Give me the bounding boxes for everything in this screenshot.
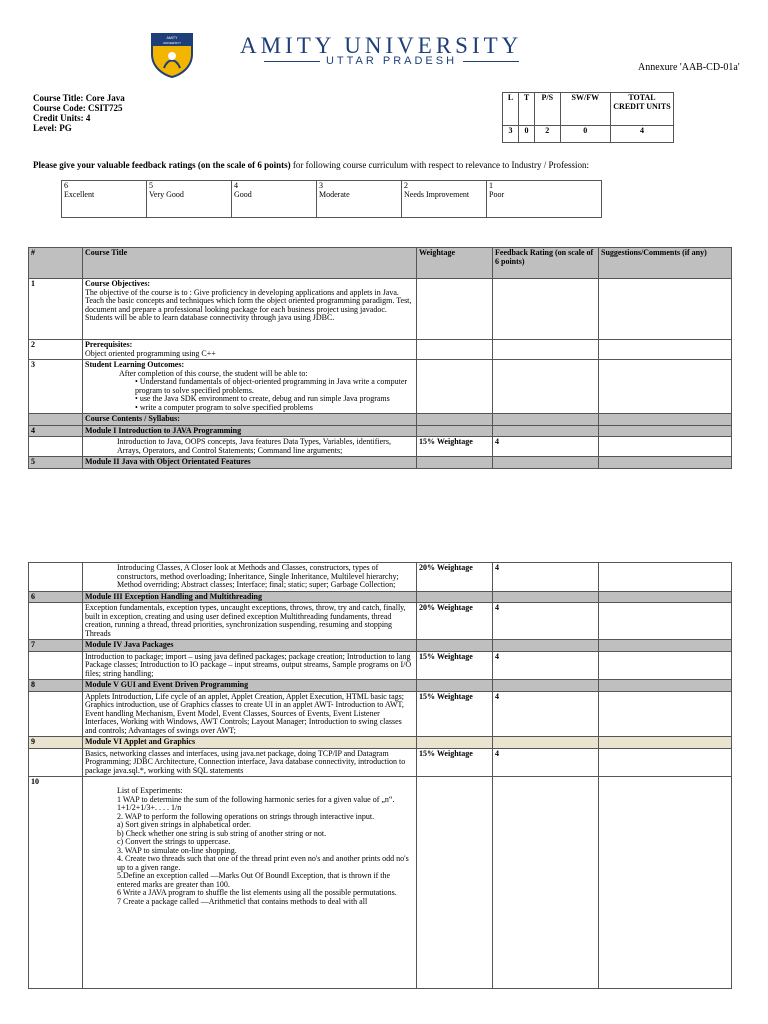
bullet-item: • use the Java SDK environment to create, debug and run simple Java programs [135, 394, 390, 403]
table-row [29, 340, 732, 360]
credit-units: Credit Units: 4 [33, 113, 91, 123]
col-number: # [29, 248, 83, 279]
module-row [29, 591, 732, 603]
section-title: Course Contents / Syllabus: [83, 414, 417, 426]
row-number: 7 [29, 640, 83, 652]
comment-cell [599, 640, 732, 652]
bullet-text: write a computer program to solve specified problems [139, 402, 313, 412]
weightage-cell [417, 340, 493, 360]
scale-label: Good [234, 189, 252, 199]
table-row [29, 603, 732, 640]
rating-cell: 4 [493, 563, 599, 592]
row-number [29, 437, 83, 457]
experiment-line: c) Convert the strings to uppercase. [117, 837, 231, 846]
table-row [29, 563, 732, 592]
experiment-line: b) Check whether one string is sub string of another string or not. [117, 828, 327, 838]
module-title: Module V GUI and Event Driven Programming [83, 680, 417, 692]
module-title: Module II Java with Object Orientated Features [83, 457, 417, 469]
table-row [29, 279, 732, 340]
scale-number: 4 [234, 181, 238, 190]
row-number [29, 651, 83, 680]
scale-label: Very Good [149, 189, 184, 199]
experiment-line: 5.Define an exception called ―Marks Out Of Bound‖ Exception, that is thrown if the entered marks are greater than 100. [117, 871, 391, 889]
row-text: The objective of the course is to : Give proficiency in developing applications and applets in Java. Teach the basic concepts and techniques which form the object oriented programming paradigm. Test, document and prepare a professional looking package for each business project using javadoc. Students will be able to learn database connectivity through java using JDBC. [85, 287, 412, 322]
rating-cell [493, 279, 599, 340]
curriculum-table-continued [28, 562, 732, 989]
rating-cell: 4 [493, 603, 599, 640]
table-row [29, 651, 732, 680]
bullet-text: use the Java SDK environment to create, debug and run simple Java programs [139, 394, 390, 403]
scale-number: 3 [319, 181, 323, 190]
row-number [29, 691, 83, 737]
weightage-cell [417, 425, 493, 437]
rating-cell [493, 425, 599, 437]
experiment-line: 3. WAP to simulate on-line shopping. [117, 845, 237, 855]
comment-cell [599, 737, 732, 749]
row-content [83, 279, 417, 340]
comment-cell [599, 563, 732, 592]
row-number: 8 [29, 680, 83, 692]
row-title: Course Objectives: [85, 279, 151, 288]
weightage-cell [417, 457, 493, 469]
l-value: 3 [503, 126, 519, 143]
scale-label: Poor [489, 189, 505, 199]
rating-cell [493, 640, 599, 652]
module-row [29, 457, 732, 469]
scale-number: 5 [149, 181, 153, 190]
weightage-cell [417, 680, 493, 692]
experiment-line: 6 Write a JAVA program to shuffle the list elements using all the possible permutations. [117, 888, 397, 897]
section-row [29, 414, 732, 426]
rating-cell [493, 340, 599, 360]
row-title: Student Learning Outcomes: [85, 360, 185, 369]
scale-label: Needs Improvement [404, 189, 470, 199]
amity-logo-icon [150, 32, 194, 78]
row-content [83, 340, 417, 360]
table-row [29, 777, 732, 989]
scale-cell [232, 181, 317, 218]
comment-cell [599, 414, 732, 426]
experiments-list [83, 777, 417, 989]
svg-text:AMITY: AMITY [166, 36, 178, 40]
scale-number: 2 [404, 181, 408, 190]
row-number: 5 [29, 457, 83, 469]
comment-cell [599, 680, 732, 692]
course-code: Course Code: CSIT725 [33, 103, 123, 113]
module-row [29, 737, 732, 749]
row-number: 3 [29, 360, 83, 414]
rating-cell [493, 737, 599, 749]
experiment-line: 1+1/2+1/3+. . . . 1/n [117, 803, 182, 812]
scale-number: 6 [64, 181, 68, 190]
total-header: TOTAL CREDIT UNITS [611, 93, 674, 126]
credit-table-header [503, 93, 674, 126]
credit-table-values [503, 126, 674, 143]
row-text: After completion of this course, the student will be able to: [119, 368, 308, 378]
module-text: Introducing Classes, A Closer look at Methods and Classes, constructors, types of constructors, method overloading; Inheritance, Single Inheritance, Multilevel hierarchy; Method overriding; Abstract classes; Interface; final; static; super; Garbage Collection; [83, 563, 417, 592]
col-suggestions: Suggestions/Comments (if any) [599, 248, 732, 279]
scale-cell [487, 181, 602, 218]
row-number: 10 [29, 777, 83, 989]
module-text: Introduction to Java, OOPS concepts, Java features Data Types, Variables, identifiers, Arrays, Operators, and Control Statements; Command line arguments; [83, 437, 417, 457]
weightage-cell [417, 279, 493, 340]
row-number: 4 [29, 425, 83, 437]
weightage-cell: 20% Weightage [417, 563, 493, 592]
rating-cell [493, 591, 599, 603]
prompt-bold: Please give your valuable feedback ratings (on the scale of 6 points) [33, 160, 291, 170]
row-title: Prerequisites: [85, 340, 133, 349]
curriculum-table [28, 247, 732, 469]
experiment-line: 7 Create a package called ―Arithmetic‖ that contains methods to deal with all [117, 896, 368, 906]
col-weightage: Weightage [417, 248, 493, 279]
weightage-cell: 15% Weightage [417, 691, 493, 737]
rating-cell: 4 [493, 748, 599, 777]
experiment-line: a) Sort given strings in alphabetical order. [117, 820, 251, 829]
module-title: Module VI Applet and Graphics [83, 737, 417, 749]
svg-text:UNIVERSITY: UNIVERSITY [162, 41, 182, 45]
comment-cell [599, 603, 732, 640]
weightage-cell [417, 591, 493, 603]
scale-label: Excellent [64, 189, 95, 199]
bullet-text: Understand fundamentals of object-oriented programming in Java write a computer program to solve specified problems. [135, 377, 408, 395]
weightage-cell: 15% Weightage [417, 748, 493, 777]
row-number: 1 [29, 279, 83, 340]
row-number [29, 414, 83, 426]
rating-cell [493, 414, 599, 426]
module-text: Introduction to package; import – using java defined packages; package creation; Introduction to lang Package classes; Introduction to IO package – input streams, output streams, Sample programs on I/O files; string handling; [83, 651, 417, 680]
row-number [29, 603, 83, 640]
comment-cell [599, 748, 732, 777]
comment-cell [599, 777, 732, 989]
comment-cell [599, 279, 732, 340]
module-title: Module IV Java Packages [83, 640, 417, 652]
t-header: T [519, 93, 535, 126]
module-title: Module I Introduction to JAVA Programming [83, 425, 417, 437]
ps-value: 2 [535, 126, 561, 143]
rating-cell: 4 [493, 691, 599, 737]
row-text: Object oriented programming using C++ [85, 348, 216, 358]
rating-cell: 4 [493, 651, 599, 680]
table-row [29, 691, 732, 737]
row-number: 2 [29, 340, 83, 360]
experiment-line: 1 WAP to determine the sum of the following harmonic series for a given value of „n‟. [117, 794, 395, 804]
comment-cell [599, 691, 732, 737]
scale-cell [147, 181, 232, 218]
comment-cell [599, 591, 732, 603]
row-content [83, 360, 417, 414]
scale-cell [62, 181, 147, 218]
table-row [29, 437, 732, 457]
bullet-item: • Understand fundamentals of object-oriented programming in Java write a computer program to solve specified problems. [135, 377, 408, 395]
module-title: Module III Exception Handling and Multithreading [83, 591, 417, 603]
table-header [29, 248, 732, 279]
scale-row [62, 181, 602, 218]
swfw-header: SW/FW [560, 93, 610, 126]
rating-cell: 4 [493, 437, 599, 457]
annexure-label: Annexure 'AAB-CD-01a' [638, 62, 740, 73]
rating-cell [493, 777, 599, 989]
row-number: 9 [29, 737, 83, 749]
credit-table [502, 92, 674, 143]
module-row [29, 640, 732, 652]
module-text: Basics, networking classes and interfaces, using java.net package, doing TCP/IP and Datagram Programming; JDBC Architecture, Connection interface, Java database connectivity, introduction to package java.sql.*, working with SQL statements [83, 748, 417, 777]
row-number [29, 563, 83, 592]
row-number [29, 748, 83, 777]
scale-number: 1 [489, 181, 493, 190]
row-number: 6 [29, 591, 83, 603]
table-row [29, 360, 732, 414]
comment-cell [599, 437, 732, 457]
weightage-cell: 20% Weightage [417, 603, 493, 640]
experiment-line: 4. Create two threads such that one of the thread print even no's and another prints odd no's up to a given range. [117, 854, 409, 872]
ps-header: P/S [535, 93, 561, 126]
weightage-cell [417, 737, 493, 749]
table-row [29, 748, 732, 777]
comment-cell [599, 340, 732, 360]
col-feedback-rating: Feedback Rating (on scale of 6 points) [493, 248, 599, 279]
scale-label: Moderate [319, 189, 350, 199]
course-meta [33, 93, 125, 133]
comment-cell [599, 651, 732, 680]
course-title: Course Title: Core Java [33, 93, 125, 103]
module-text: Applets Introduction, Life cycle of an applet, Applet Creation, Applet Execution, HTML basic tags; Graphics introduction, use of Graphics classes to create UI in an applet AWT- Introduction to AWT, Event handling Mechanism, Event Model, Event Classes, Sources of Events, Event Listener Interfaces, Working with Windows, AWT Controls; Layout Manager; Introduction to swing classes and controls; Advantages of swings over AWT; [83, 691, 417, 737]
l-header: L [503, 93, 519, 126]
col-course-title: Course Title [83, 248, 417, 279]
swfw-value: 0 [560, 126, 610, 143]
total-value: 4 [611, 126, 674, 143]
experiment-line: 2. WAP to perform the following operations on strings through interactive input. [117, 811, 375, 821]
rating-cell [493, 680, 599, 692]
campus-name: UTTAR PRADESH [240, 55, 543, 67]
course-level: Level: PG [33, 123, 72, 133]
t-value: 0 [519, 126, 535, 143]
rating-cell [493, 457, 599, 469]
feedback-prompt [33, 160, 589, 170]
comment-cell [599, 457, 732, 469]
weightage-cell: 15% Weightage [417, 437, 493, 457]
rating-cell [493, 360, 599, 414]
comment-cell [599, 425, 732, 437]
weightage-cell [417, 640, 493, 652]
university-name: AMITY UNIVERSITY [240, 33, 523, 58]
weightage-cell [417, 360, 493, 414]
scale-cell [402, 181, 487, 218]
module-text: Exception fundamentals, exception types, uncaught exceptions, throws, throw, try and catch, finally, built in exception, creating and using user defined exception Multithreading fundaments, thread creation, running a thread, thread priorities, synchronization suspending, resuming and stopping Threads [83, 603, 417, 640]
weightage-cell: 15% Weightage [417, 651, 493, 680]
weightage-cell [417, 414, 493, 426]
module-row [29, 425, 732, 437]
weightage-cell [417, 777, 493, 989]
module-row [29, 680, 732, 692]
experiment-line: List of Experiments: [117, 786, 183, 795]
comment-cell [599, 360, 732, 414]
bullet-item: • write a computer program to solve specified problems [135, 402, 313, 412]
prompt-rest: for following course curriculum with respect to relevance to Industry / Profession: [290, 160, 589, 170]
rating-scale-table [61, 180, 602, 218]
scale-cell [317, 181, 402, 218]
